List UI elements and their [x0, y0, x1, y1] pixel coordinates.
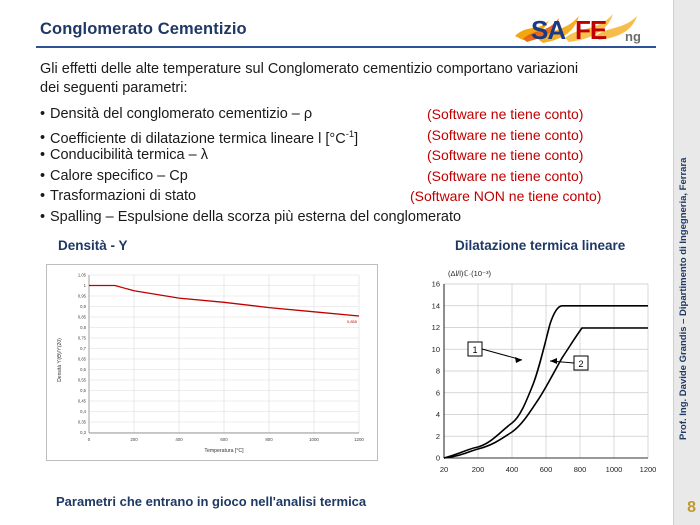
- bullet-text: Conducibilità termica – λ: [50, 147, 208, 163]
- svg-text:0,5: 0,5: [80, 388, 86, 394]
- footer-note: Parametri che entrano in gioco nell'analisi termica: [56, 494, 367, 509]
- bullet-text: Densità del conglomerato cementizio – ρ: [50, 106, 313, 122]
- svg-text:0,6: 0,6: [80, 367, 86, 373]
- parameter-bullet-list: [40, 104, 665, 227]
- bullet-dot-icon: •: [40, 130, 46, 147]
- density-endpoint-label: 0,855: [347, 319, 358, 324]
- density-y-axis-label: Densità ϒ(Ɵ)/ϒ(20): [57, 338, 63, 382]
- bullet-dot-icon: •: [40, 147, 46, 163]
- expansion-y-axis-label: (Δl/l)ℂ·(10⁻³): [448, 269, 491, 278]
- svg-text:200: 200: [471, 465, 485, 474]
- bullet-dot-icon: •: [40, 167, 46, 184]
- bullet-text: Calore specifico – Cp: [50, 167, 188, 184]
- list-item: [40, 145, 665, 166]
- svg-text:600: 600: [539, 465, 553, 474]
- svg-text:0,3: 0,3: [80, 430, 86, 436]
- svg-text:1: 1: [83, 283, 86, 289]
- svg-text:0,4: 0,4: [80, 409, 86, 415]
- chart-left-caption: Densità - Y: [58, 238, 128, 253]
- svg-text:0,45: 0,45: [77, 398, 86, 404]
- density-chart-svg: [47, 265, 377, 460]
- svg-text:800: 800: [265, 437, 273, 442]
- svg-text:1000: 1000: [605, 465, 623, 474]
- svg-text:SA: SA: [531, 15, 566, 45]
- svg-text:0,85: 0,85: [77, 314, 86, 320]
- bullet-note: (Software ne tiene conto): [427, 106, 584, 122]
- bullet-superscript: -1: [345, 128, 355, 140]
- svg-text:0,75: 0,75: [77, 335, 86, 341]
- svg-text:ng: ng: [625, 29, 641, 44]
- bullet-note: (Software ne tiene conto): [427, 147, 584, 163]
- density-x-axis-label: Temperatura [°C]: [204, 448, 244, 454]
- chart-right-caption: Dilatazione termica lineare: [455, 238, 626, 253]
- series-2-callout-label: 2: [578, 359, 584, 369]
- bullet-dot-icon: •: [40, 106, 46, 122]
- safe-ng-logo: [513, 6, 658, 48]
- svg-text:600: 600: [220, 437, 228, 442]
- page-title: Conglomerato Cementizio: [40, 20, 247, 38]
- intro-line-1: Gli effetti delle alte temperature sul Conglomerato cementizio comportano variazioni: [40, 61, 579, 77]
- intro-line-2: dei seguenti parametri:: [40, 79, 188, 96]
- svg-text:400: 400: [505, 465, 519, 474]
- list-item: [40, 186, 665, 207]
- svg-text:12: 12: [431, 323, 440, 333]
- svg-text:200: 200: [130, 437, 138, 442]
- svg-text:800: 800: [573, 465, 587, 474]
- svg-text:1200: 1200: [354, 437, 364, 442]
- bullet-text: Trasformazioni di stato: [50, 188, 197, 204]
- bullet-note: (Software ne tiene conto): [427, 167, 584, 184]
- svg-text:8: 8: [435, 366, 440, 376]
- page-number: 8: [687, 499, 696, 516]
- svg-text:10: 10: [431, 344, 440, 354]
- bullet-text: Spalling – Espulsione della scorza più esterna del conglomerato: [50, 208, 462, 225]
- svg-text:16: 16: [431, 279, 440, 289]
- svg-text:6: 6: [435, 388, 440, 398]
- intro-paragraph: [40, 60, 660, 97]
- svg-text:0,7: 0,7: [80, 346, 86, 352]
- list-item: [40, 207, 665, 228]
- svg-text:1200: 1200: [639, 465, 657, 474]
- svg-text:20: 20: [439, 465, 449, 474]
- svg-text:1000: 1000: [309, 437, 319, 442]
- author-department-label: Prof. Ing. Davide Grandis – Dipartimento di Ingegneria, Ferrara: [678, 157, 689, 440]
- svg-text:0,95: 0,95: [77, 293, 86, 299]
- svg-text:0: 0: [435, 453, 440, 463]
- density-chart: [46, 264, 378, 461]
- series-1-callout-label: 1: [472, 345, 478, 355]
- svg-text:4: 4: [435, 410, 440, 420]
- bullet-dot-icon: •: [40, 208, 46, 225]
- bullet-note: (Software NON ne tiene conto): [410, 188, 602, 204]
- svg-text:2: 2: [435, 431, 440, 441]
- bullet-text: Coefficiente di dilatazione termica lineare l [°C: [50, 130, 346, 147]
- thermal-expansion-chart: [408, 262, 666, 492]
- svg-text:0,8: 0,8: [80, 325, 86, 331]
- svg-text:FE: FE: [575, 15, 607, 45]
- svg-text:0,65: 0,65: [77, 356, 86, 362]
- svg-text:14: 14: [431, 301, 440, 311]
- svg-text:0,35: 0,35: [77, 419, 86, 425]
- svg-text:1,05: 1,05: [77, 272, 86, 278]
- bullet-text-end: ]: [354, 130, 359, 147]
- list-item: [40, 104, 665, 125]
- list-item: [40, 125, 665, 146]
- thermal-expansion-chart-svg: [408, 262, 666, 492]
- bullet-note: (Software ne tiene conto): [427, 126, 584, 143]
- svg-text:400: 400: [175, 437, 183, 442]
- svg-text:0,9: 0,9: [80, 304, 86, 310]
- list-item: [40, 166, 665, 187]
- svg-text:0: 0: [87, 437, 91, 442]
- svg-text:0,55: 0,55: [77, 377, 86, 383]
- bullet-dot-icon: •: [40, 188, 46, 204]
